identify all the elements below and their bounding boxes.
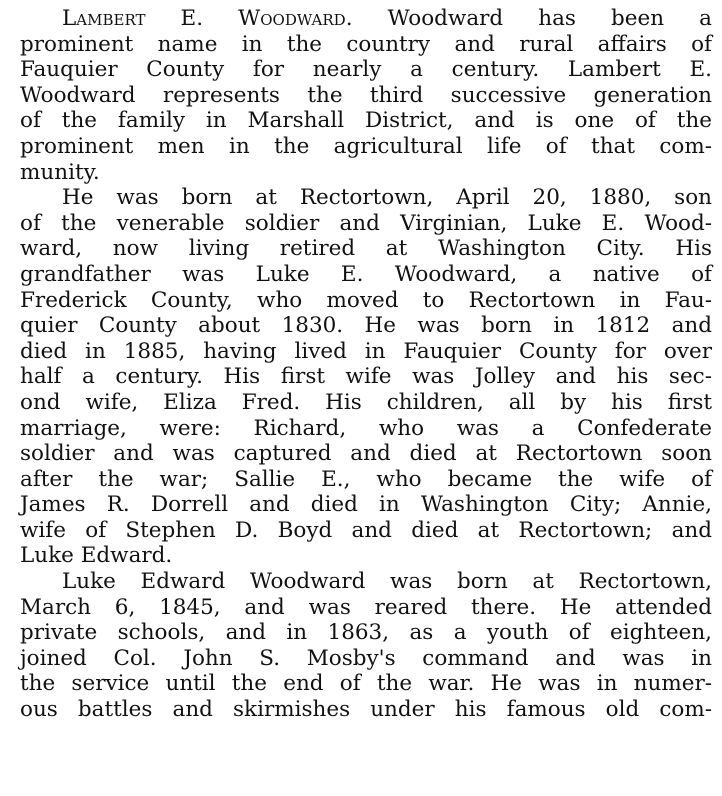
text-line: munity. [20, 159, 100, 185]
text-line: soldier and was captured and died at Rectortown soon [20, 441, 712, 467]
text-line: marriage, were: Richard, who was a Confederate [20, 415, 712, 441]
text-line: ond wife, Eliza Fred. His children, all by his first [20, 389, 712, 415]
paragraph-3 [20, 569, 712, 723]
subject-name-heading: Lambert E. Woodward. [62, 6, 353, 31]
text-line: prominent men in the agricultural life of that com- [20, 133, 712, 159]
text-line: James R. Dorrell and died in Washington City; Annie, [20, 492, 712, 518]
text-line: quier County about 1830. He was born in 1812 and [20, 313, 712, 339]
text-line: the service until the end of the war. He was in numer- [20, 671, 712, 697]
text-line: of the family in Marshall District, and is one of the [20, 108, 712, 134]
text-line: half a century. His first wife was Jolley and his sec- [20, 364, 712, 390]
text-line: private schools, and in 1863, as a youth of eighteen, [20, 620, 712, 646]
text-line: after the war; Sallie E., who became the wife of [20, 466, 712, 492]
text-line: joined Col. John S. Mosby's command and was in [20, 645, 712, 671]
text-line [20, 6, 712, 32]
text-line-content: Woodward has been a [352, 6, 712, 31]
text-line: wife of Stephen D. Boyd and died at Rectortown; and [20, 517, 712, 543]
paragraph-2 [20, 185, 712, 569]
text-line: Luke Edward Woodward was born at Rectortown, [62, 569, 712, 595]
text-line: of the venerable soldier and Virginian, Luke E. Wood- [20, 210, 712, 236]
text-line: grandfather was Luke E. Woodward, a native of [20, 261, 712, 287]
text-line: prominent name in the country and rural affairs of [20, 31, 712, 57]
text-line: ward, now living retired at Washington City. His [20, 236, 712, 262]
text-line: Woodward represents the third successive generation [20, 82, 712, 108]
text-line: Luke Edward. [20, 543, 173, 569]
text-line: died in 1885, having lived in Fauquier County for over [20, 338, 712, 364]
text-line: Frederick County, who moved to Rectortown in Fau- [20, 287, 712, 313]
text-line: ous battles and skirmishes under his famous old com- [20, 697, 712, 723]
text-line: March 6, 1845, and was reared there. He attended [20, 594, 712, 620]
text-line: Fauquier County for nearly a century. Lambert E. [20, 57, 712, 83]
paragraph-1 [20, 6, 712, 185]
text-line: He was born at Rectortown, April 20, 1880, son [62, 185, 712, 211]
